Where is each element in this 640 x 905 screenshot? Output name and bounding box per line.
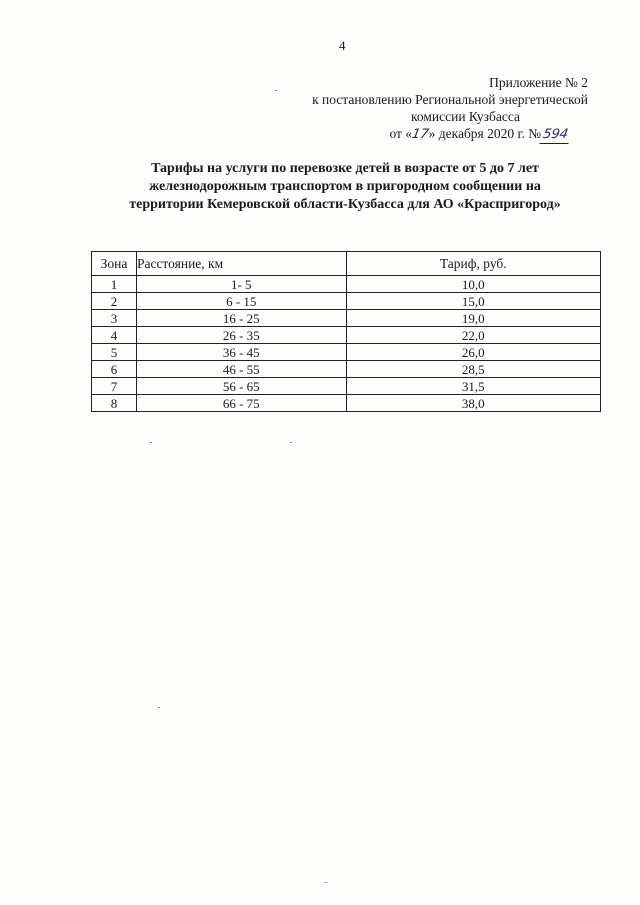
scan-speck [150,442,152,443]
title-line-2: железнодорожным транспортом в пригородном сообщении на [149,179,541,194]
cell-tariff: 31,5 [346,378,600,395]
table-row [92,293,601,310]
cell-tariff: 19,0 [346,310,600,327]
date-prefix: от « [389,126,413,141]
document-title [95,160,595,214]
title-line-3: территории Кемеровской области-Кузбасса для АО «Краспригород» [129,197,561,212]
cell-tariff: 15,0 [346,293,600,310]
appendix-date-line [258,125,588,144]
cell-zone: 5 [92,344,137,361]
table-row [92,310,601,327]
cell-zone: 7 [92,378,137,395]
cell-distance: 36 - 45 [136,344,346,361]
appendix-title: Приложение № 2 [489,75,588,90]
header-zone: Зона [92,252,137,276]
cell-zone: 4 [92,327,137,344]
cell-zone: 1 [92,276,137,293]
cell-distance: 6 - 15 [136,293,346,310]
page-number: 4 [339,38,346,53]
scan-speck [290,442,292,443]
cell-distance: 16 - 25 [136,310,346,327]
header-distance: Расстояние, км [136,252,346,276]
cell-tariff: 22,0 [346,327,600,344]
cell-zone: 8 [92,395,137,412]
cell-distance: 46 - 55 [136,361,346,378]
table-row [92,276,601,293]
header-tariff: Тариф, руб. [346,252,600,276]
table-row [92,378,601,395]
date-middle: » декабря 2020 г. № [428,126,542,141]
table-row [92,344,601,361]
table-row [92,361,601,378]
table-header-row [92,252,601,276]
cell-tariff: 26,0 [346,344,600,361]
scan-speck [325,882,327,883]
cell-distance: 26 - 35 [136,327,346,344]
cell-zone: 2 [92,293,137,310]
scan-speck [158,707,160,708]
table-row [92,327,601,344]
title-line-1: Тарифы на услуги по перевозке детей в возрасте от 5 до 7 лет [151,161,539,176]
cell-tariff: 38,0 [346,395,600,412]
cell-distance: 1- 5 [136,276,346,293]
cell-distance: 66 - 75 [136,395,346,412]
tariff-table [91,251,601,412]
scan-speck [275,90,277,91]
cell-zone: 3 [92,310,137,327]
cell-distance: 56 - 65 [136,378,346,395]
appendix-header [258,74,588,144]
cell-tariff: 28,5 [346,361,600,378]
cell-zone: 6 [92,361,137,378]
handwritten-decree-number: 594 [540,126,572,144]
cell-tariff: 10,0 [346,276,600,293]
appendix-commission-line: комиссии Кузбасса [410,109,520,124]
table-row [92,395,601,412]
appendix-resolution-line: к постановлению Региональной энергетической [312,92,588,107]
handwritten-day: 17 [410,127,430,142]
